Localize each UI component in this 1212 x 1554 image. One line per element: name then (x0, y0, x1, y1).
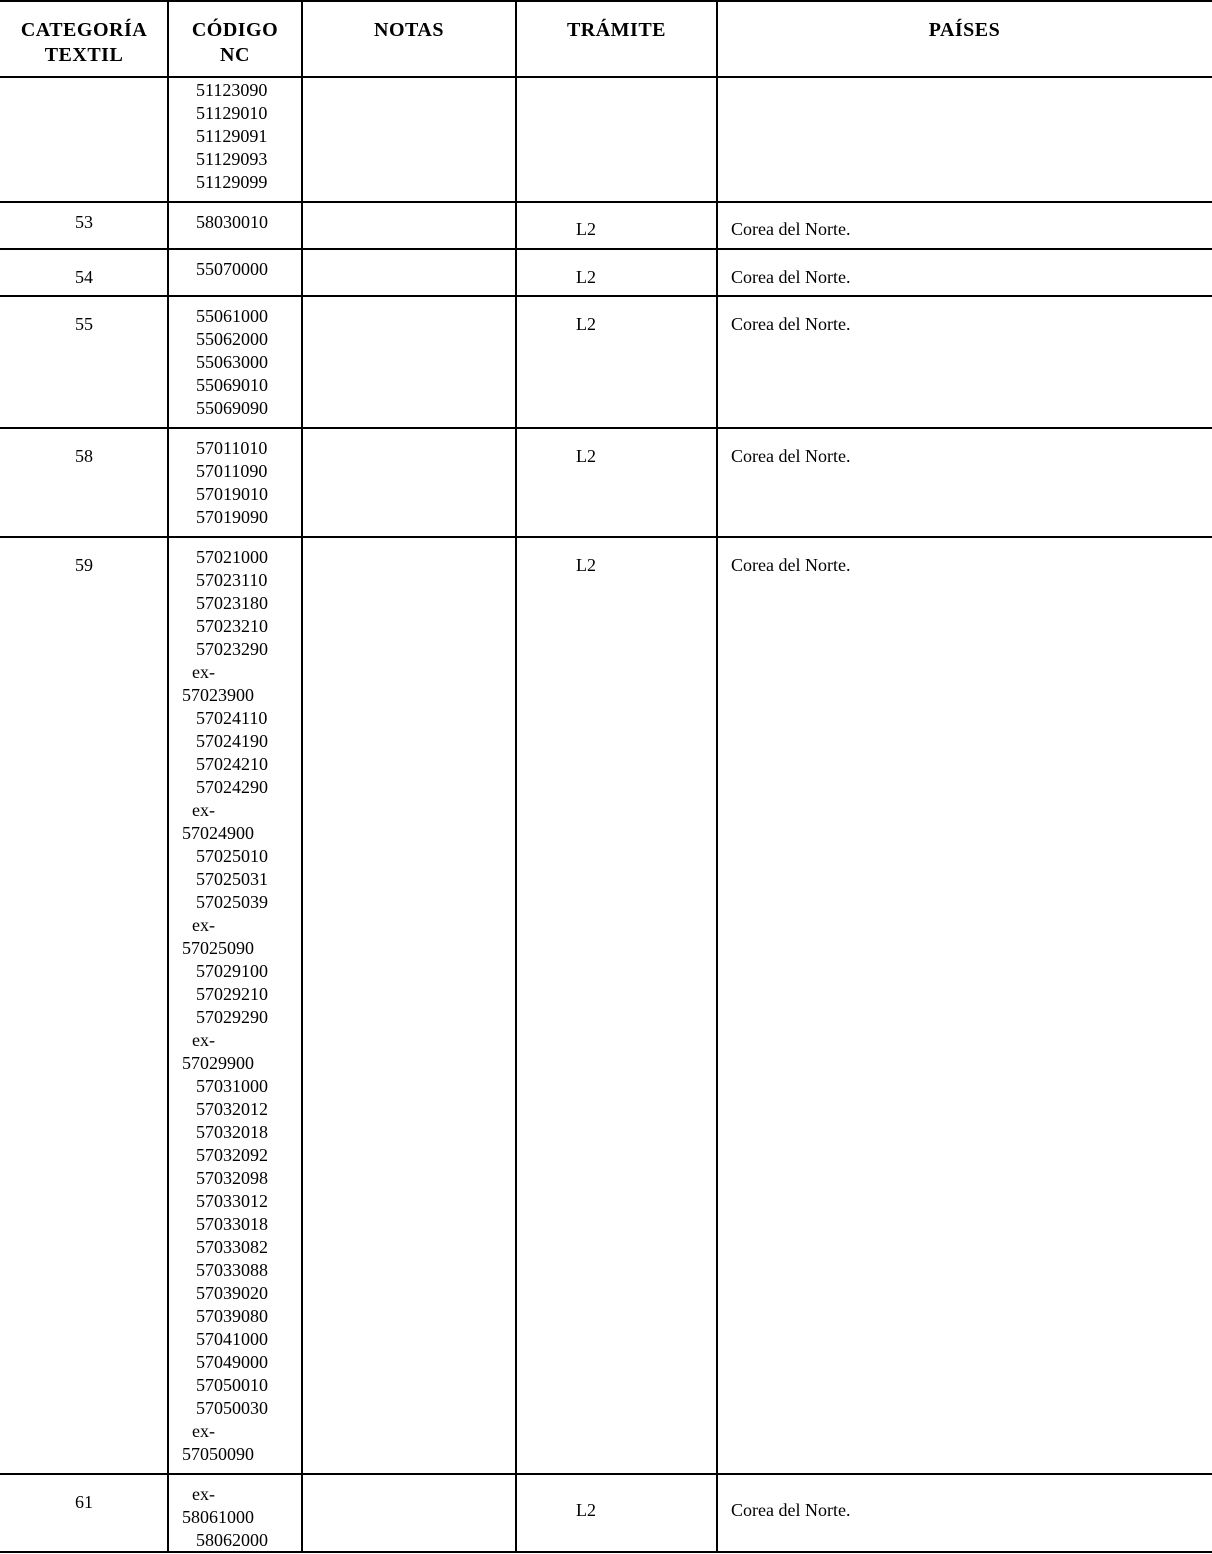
tramite-cell: L2 (576, 1500, 596, 1520)
codigo-nc-item: 57023900 (182, 685, 254, 705)
codigo-nc-item: 58061000 (182, 1507, 254, 1527)
rule-row (0, 1473, 1212, 1475)
codigo-nc-item: 57024290 (196, 777, 268, 797)
codigo-nc-item: ex- (192, 662, 215, 682)
codigo-nc-item: 51129091 (196, 126, 268, 146)
tramite-cell: L2 (576, 555, 596, 575)
codigo-nc-item: 57039020 (196, 1283, 268, 1303)
rule-row (0, 536, 1212, 538)
header-codigo-line: NC (220, 44, 250, 66)
codigo-nc-item: ex- (192, 1421, 215, 1441)
codigo-nc-item: 58062000 (196, 1530, 268, 1550)
paises-cell: Corea del Norte. (731, 314, 851, 334)
codigo-list (182, 437, 292, 529)
codigo-nc-item: 57050090 (182, 1444, 254, 1464)
codigo-nc-item: 55062000 (196, 329, 268, 349)
header-tramite: TRÁMITE (566, 19, 667, 41)
codigo-nc-item: 57033082 (196, 1237, 268, 1257)
codigo-nc-item: 57023110 (196, 570, 268, 590)
codigo-list (182, 79, 292, 194)
codigo-nc-item: 57029900 (182, 1053, 254, 1073)
categoria-cell: 53 (75, 212, 93, 232)
codigo-nc-item: 57024190 (196, 731, 268, 751)
categoria-cell: 59 (75, 555, 93, 575)
rule-col (716, 0, 718, 1553)
codigo-nc-item: 57025010 (196, 846, 268, 866)
codigo-nc-item: 57032018 (196, 1122, 268, 1142)
tramite-cell: L2 (576, 267, 596, 287)
rule-header-bottom (0, 76, 1212, 78)
codigo-nc-item: 55070000 (196, 259, 268, 279)
codigo-nc-item: 57021000 (196, 547, 268, 567)
codigo-nc-item: 57019090 (196, 507, 268, 527)
codigo-nc-item: 57050030 (196, 1398, 268, 1418)
codigo-nc-item: 57025031 (196, 869, 268, 889)
rule-row (0, 248, 1212, 250)
codigo-nc-item: 57039080 (196, 1306, 268, 1326)
codigo-nc-item: 57031000 (196, 1076, 268, 1096)
codigo-nc-item: 57029210 (196, 984, 268, 1004)
codigo-nc-item: 55069010 (196, 375, 268, 395)
codigo-nc-item: 51123090 (196, 80, 268, 100)
header-notas: NOTAS (374, 19, 444, 41)
codigo-nc-item: 57032098 (196, 1168, 268, 1188)
codigo-nc-item: 57029290 (196, 1007, 268, 1027)
codigo-nc-item: 57011010 (196, 438, 268, 458)
codigo-nc-item: ex- (192, 800, 215, 820)
paises-cell: Corea del Norte. (731, 219, 851, 239)
codigo-nc-item: ex- (192, 915, 215, 935)
header-codigo (168, 18, 302, 68)
codigo-nc-item: 57019010 (196, 484, 268, 504)
codigo-nc-item: 57011090 (196, 461, 268, 481)
codigo-nc-item: 57032092 (196, 1145, 268, 1165)
codigo-list (182, 1483, 292, 1552)
rule-row (0, 295, 1212, 297)
categoria-cell: 55 (75, 314, 93, 334)
header-categoria (0, 18, 168, 68)
rule-top (0, 0, 1212, 2)
header-codigo-line: CÓDIGO (191, 19, 279, 41)
codigo-nc-item: 57033012 (196, 1191, 268, 1211)
codigo-nc-item: 58030010 (196, 212, 268, 232)
rule-row (0, 201, 1212, 203)
codigo-nc-item: ex- (192, 1484, 215, 1504)
codigo-nc-item: 57025090 (182, 938, 254, 958)
codigo-list (182, 305, 292, 420)
header-paises: PAÍSES (928, 19, 1001, 41)
paises-cell: Corea del Norte. (731, 267, 851, 287)
codigo-list (182, 546, 292, 1466)
rule-col (301, 0, 303, 1553)
codigo-list (182, 258, 292, 281)
categoria-cell: 54 (75, 267, 93, 287)
codigo-nc-item: 57023180 (196, 593, 268, 613)
categoria-cell: 61 (75, 1492, 93, 1512)
codigo-nc-item: 57025039 (196, 892, 268, 912)
codigo-nc-item: 55061000 (196, 306, 268, 326)
codigo-nc-item: ex- (192, 1030, 215, 1050)
codigo-nc-item: 55069090 (196, 398, 268, 418)
codigo-nc-item: 57023290 (196, 639, 268, 659)
codigo-nc-item: 57033088 (196, 1260, 268, 1280)
codigo-nc-item: 57023210 (196, 616, 268, 636)
codigo-nc-item: 57032012 (196, 1099, 268, 1119)
paises-cell: Corea del Norte. (731, 446, 851, 466)
paises-cell: Corea del Norte. (731, 555, 851, 575)
codigo-list (182, 211, 292, 234)
categoria-cell: 58 (75, 446, 93, 466)
paises-cell: Corea del Norte. (731, 1500, 851, 1520)
codigo-nc-item: 57049000 (196, 1352, 268, 1372)
header-categoria-line: CATEGORÍA (20, 19, 148, 41)
codigo-nc-item: 57050010 (196, 1375, 268, 1395)
codigo-nc-item: 55063000 (196, 352, 268, 372)
codigo-nc-item: 51129010 (196, 103, 268, 123)
tramite-cell: L2 (576, 446, 596, 466)
header-categoria-line: TEXTIL (44, 44, 124, 66)
tramite-cell: L2 (576, 314, 596, 334)
codigo-nc-item: 57041000 (196, 1329, 268, 1349)
codigo-nc-item: 57024210 (196, 754, 268, 774)
rule-row (0, 427, 1212, 429)
tramite-cell: L2 (576, 219, 596, 239)
codigo-nc-item: 57033018 (196, 1214, 268, 1234)
codigo-nc-item: 57029100 (196, 961, 268, 981)
codigo-nc-item: 57024110 (196, 708, 268, 728)
codigo-nc-item: 51129093 (196, 149, 268, 169)
codigo-nc-item: 57024900 (182, 823, 254, 843)
codigo-nc-item: 51129099 (196, 172, 268, 192)
